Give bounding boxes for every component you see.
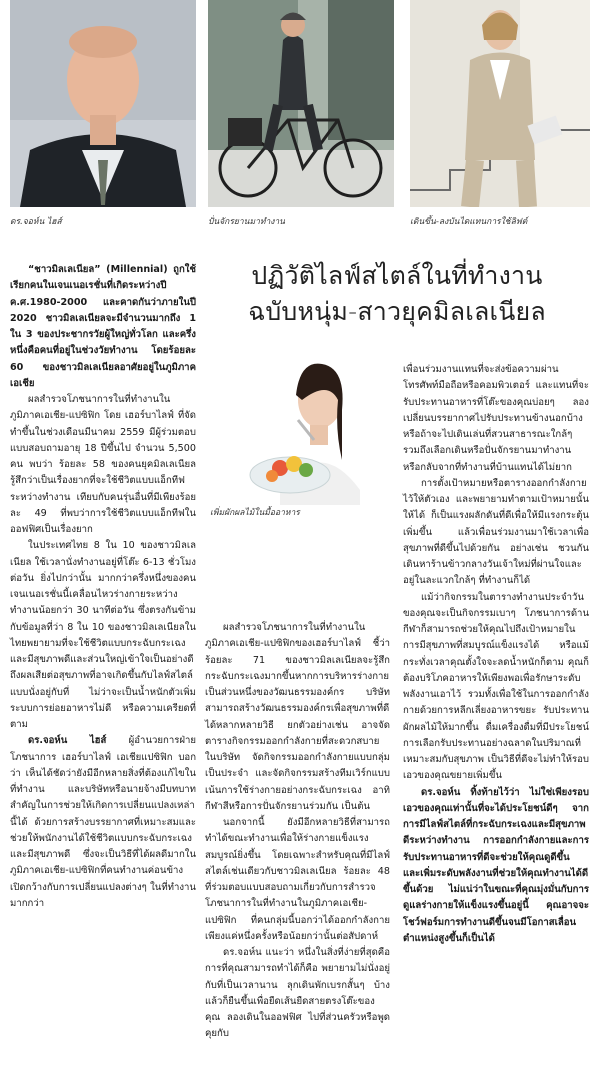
thailand-paragraph: ในประเทศไทย 8 ใน 10 ของชาวมิลเลเนียล ใช้เวลานั่งทำงานอยู่ที่โต๊ะ 6-13 ชั่วโมงต่อวัน ยิ่งไปกว่านั้น มากกว่าครึ่งหนึ่งของคนเจนเนอเรชั่นนี้เคลื่อนไหวร่างกายระหว่างทำงานน้อยกว่า 30 นาทีต่อวัน ซึ่งตรงกันข้ามกับข้อมูลที่ว่า 8 ใน 10 ของชาวมิลเลเนียลในไทยพยายามที่จะใช้ชีวิตแบบกระฉับกระเฉงและมีสุขภาพดีและส่วนใหญ่เข้าใจเป็นอย่างดีถึงผลเสียต่อสุขภาพที่อาจเกิดขึ้นกับไลฟ์สไตล์แบบนั่งอยู่กับที่ ไม่ว่าจะเป็นน้ำหนักตัวเพิ่ม ระบบการย่อยอาหารไม่ดี หรือความเครียดที่ตาม bbox=[10, 540, 196, 730]
intro-paragraph: “ชาวมิลเลเนียล” (Millennial) ถูกใช้เรียกคนในเจนเนอเรชั่นที่เกิดระหว่างปี ค.ศ.1980-2000 และคาดกันว่าภายในปี 2020 ชาวมิลเลเนียลจะมีจำนวนมากถึง 1 ใน 3 ของประชากรวัยผู้ใหญ่ทั่วโลก และครึ่งหนึ่งคือคนที่อยู่ในช่วงวัยทำงาน โดยร้อยละ 60 ของชาวมิลเลเนียลอาศัยอยู่ในภูมิภาคเอเชีย bbox=[10, 264, 196, 389]
salad-photo bbox=[210, 340, 395, 505]
advice-paragraph: ดร.จอห์น แนะว่า หนึ่งในสิ่งที่ง่ายที่สุดคือการที่คุณสามารถทำได้ก็คือ พยายามไม่นั่งอยู่กับที่เป็นเวลานาน ลุกเดินพักเบรกสั้นๆ บ้าง แล้วก็ยืนขึ้นเพื่อยืดเส้นยืดสายตรงโต๊ะของคุณ ลองเดินในออฟฟิศ ไปที่ส่วนครัวหรือพูดคุยกับ bbox=[205, 947, 390, 1040]
photo-dr-john bbox=[10, 0, 196, 207]
director-paragraph: ดร.จอห์น ไฮส์ ผู้อำนวยการฝ่ายโภชนาการ เฮอร์บาไลฟ์ เอเชียแปซิฟิก บอกว่า เห็นได้ชัดว่ายังมีอีกหลายสิ่งที่ต้องแก้ไขในที่ทำงาน และบริษัทหรือนายจ้างมีบทบาทสำคัญในการช่วยให้เกิดการเปลี่ยนแปลงเหล่านี้ได้ ด้วยการสร้างบรรยากาศที่เหมาะสมและช่วยให้พนักงานได้ใช้ชีวิตแบบกระฉับกระเฉงและมีสุขภาพดี ซึ่งจะเป็นวิธีที่ได้ผลดีมากในภูมิภาคเอเชีย-แปซิฟิกที่คนทำงานค่อนข้างเปิดกว้างกับการเปลี่ยนแปลงต่างๆ ในที่ทำงานมากกว่า bbox=[10, 735, 196, 909]
survey-paragraph: ผลสำรวจโภชนาการในที่ทำงานในภูมิภาคเอเชีย-แปซิฟิก โดย เฮอร์บาไลฟ์ ที่จัดทำขึ้นในช่วงเดือนมีนาคม 2559 มีผู้ร่วมตอบแบบสอบถามอายุ 18 ปีขึ้นไป จำนวน 5,500 คน พบว่า ร้อยละ 58 ของคนยุคมิลเลเนียล รู้สึกว่าเป็นเรื่องยากที่จะใช้ชีวิตแบบแอ็กทีฟระหว่างทำงาน เทียบกับคนรุ่นอื่นที่มีเพียงร้อยละ 49 ที่พบว่าการใช้ชีวิตแบบแอ็กทีฟในออฟฟิศเป็นเรื่องยาก bbox=[10, 394, 196, 535]
salad-image bbox=[210, 340, 395, 505]
tips-paragraph: นอกจากนี้ ยังมีอีกหลายวิธีที่สามารถทำได้ขณะทำงานเพื่อให้ร่างกายแข็งแรงสมบูรณ์ยิ่งขึ้น โดยเฉพาะสำหรับคุณที่มีไลฟ์สไตล์เช่นเดียวกับชาวมิลเลเนียล ร้อยละ 48 ที่ร่วมตอบแบบสอบถามเกี่ยวกับการสำรวจโภชนาการในที่ทำงานในภูมิภาคเอเชีย-แปซิฟิก ที่คนกลุ่มนี้บอกว่าได้ออกกำลังกายเพียงแค่หนึ่งครั้งหรือน้อยกว่านั้นต่อสัปดาห์ bbox=[205, 817, 390, 942]
portrait-image bbox=[10, 0, 196, 207]
article-title-line-1: ปฏิวัติไลฟ์สไตล์ในที่ทำงาน bbox=[251, 261, 543, 290]
photo-cyclist bbox=[208, 0, 394, 207]
photo-caption-3: เดินขึ้น-ลงบันไดแทนการใช้ลิฟต์ bbox=[410, 217, 528, 227]
article-title bbox=[205, 258, 589, 330]
photo-caption-2: ปั่นจักรยานมาทำงาน bbox=[208, 217, 285, 227]
article-column-3 bbox=[403, 362, 589, 947]
closing-paragraph: ดร.จอห์น ทิ้งท้ายไว้ว่า ไม่ใช่เพียงรอบเอวของคุณเท่านั้นที่จะได้ประโยชน์ดีๆ จากการมีไลฟ์สไตล์ที่กระฉับกระเฉงและมีสุขภาพดีระหว่างทำงาน การออกกำลังกายและการรับประทานอาหารที่ดีจะช่วยให้คุณดูดีขึ้น และเพิ่มระดับพลังงานที่ช่วยให้คุณทำงานได้ดีขึ้นด้วย ไม่แน่ว่าในขณะที่คุณมุ่งมั่นกับการดูแลร่างกายให้แข็งแรงขึ้นอยู่นี้ คุณอาจจะโชว์ฟอร์มการทำงานดีขึ้นจนมีโอกาสเลื่อนตำแหน่งสูงขึ้นก็เป็นได้ bbox=[403, 786, 589, 944]
article-column-1 bbox=[10, 262, 196, 912]
goals-paragraph: การตั้งเป้าหมายหรือตารางออกกำลังกายไว้ให้ตัวเอง และพยายามทำตามเป้าหมายนั้นให้ได้ ก็เป็นแรงผลักดันที่ดีเพื่อให้มีแรงกระตุ้นเพิ่มขึ้น แล้วเพื่อนร่วมงานมาใช้เวลาเพื่อสุขภาพที่ดีขึ้นไปด้วยกัน อย่างเช่น ชวนกันเดินหาร้านข้าวกลางวันเจ้าใหม่ที่ผ่านใจและอยู่ในละแวกใกล้ๆ ที่ทำงานก็ได้ bbox=[403, 477, 589, 587]
photo-caption-1: ดร.จอห์น ไฮส์ bbox=[10, 217, 62, 227]
nutrition-paragraph: แม้ว่ากิจกรรมในตารางทำงานประจำวันของคุณจะเป็นกิจกรรมเบาๆ โภชนาการด้านกีฬาก็สามารถช่วยให้คุณไปถึงเป้าหมายในการมีสุขภาพที่สมบูรณ์แข็งแรงได้ หรือแม้กระทั่งเวลาคุณตั้งใจจะลดน้ำหนักก็ตาม คุณก็ต้องบริโภคอาหารให้เพียงพอเพื่อรักษาระดับพลังงานเอาไว้ รวมทั้งเพื่อใช้ในการออกกำลังกายด้วยการหลีกเลี่ยงอาหารขยะ รับประทานผักผลไม้ให้มากขึ้น ดื่มเครื่องดื่มที่มีประโยชน์ การเลือกรับประทานอย่างฉลาดในปริมาณที่เหมาะสมกับสุขภาพ เป็นวิธีที่ดีจะไม่ทำให้รอบเอวของคุณขยายเพิ่มขึ้น bbox=[403, 591, 589, 782]
photo-stairs bbox=[410, 0, 590, 207]
continued-paragraph: เพื่อนร่วมงานแทนที่จะส่งข้อความผ่านโทรศัพท์มือถือหรือคอมพิวเตอร์ และแทนที่จะรับประทานอาหารที่โต๊ะของคุณบ่อยๆ ลองเปลี่ยนบรรยากาศไปรับประทานข้างนอกบ้าง หรือถ้าจะไปเดินเล่นที่สวนสาธารณะใกล้ๆ รวมถึงเลือกเดินหรือปั่นจักรยานมาทำงาน หรือกลับจากที่ทำงานที่บ้านแทนได้ไม่ยาก bbox=[403, 364, 589, 473]
cyclist-image bbox=[208, 0, 394, 207]
article-column-2 bbox=[205, 620, 390, 1043]
article-title-line-2: ฉบับหนุ่ม-สาวยุคมิลเลเนียล bbox=[248, 297, 546, 326]
salad-caption: เพิ่มผักผลไม้ในมื้ออาหาร bbox=[210, 508, 300, 518]
culture-paragraph: ผลสำรวจโภชนาการในที่ทำงานในภูมิภาคเอเชีย-แปซิฟิกของเฮอร์บาไลฟ์ ชี้ว่า ร้อยละ 71 ของชาวมิลเลเนียลจะรู้สึกกระฉับกระเฉงมากขึ้นหากการบริหารร่างกายเป็นส่วนหนึ่งของวัฒนธรรมองค์กร บริษัทสามารถสร้างวัฒนธรรมองค์กรเพื่อสุขภาพที่ดีได้หลากหลายวิธี ยกตัวอย่างเช่น อาจจัดตารางกิจกรรมออกกำลังกายที่สะดวกสบายในบริษัท จัดกิจกรรมออกกำลังกายแบบกลุ่มเป็นประจำ และจัดกิจกรรมสร้างทีมเวิร์กแบบเน้นการใช้ร่างกายอย่างกระฉับกระเฉง อาทิ กีฬาสีหรือการปั่นจักรยานร่วมกัน เป็นต้น bbox=[205, 622, 390, 812]
stairs-image bbox=[410, 0, 590, 207]
